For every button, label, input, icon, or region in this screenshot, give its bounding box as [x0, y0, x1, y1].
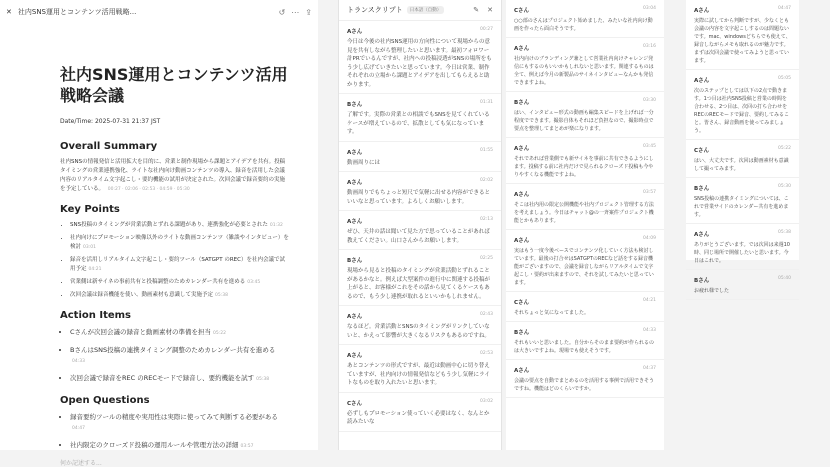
message-text: はい、インタビュー形式の動画も編集スピードを上げれば一分程度でできます。撮影自体もそれほど負担なので、撮影時点で要点を整理してまとめが楽になります。 [514, 110, 654, 132]
transcript-panel [338, 0, 502, 450]
speaker-name: Bさん [347, 102, 363, 108]
list-item: • SNS投稿のタイミングが営業活動とずれる課題があり、連携強化が必要とされた 01:32 [70, 221, 290, 230]
speaker-name: Aさん [514, 368, 530, 374]
transcript-message [686, 70, 799, 140]
transcript-message [686, 224, 799, 270]
message-text: 了解です。実際の営業との相談でもSNSを見てくれているケースが増えているので、拡散としても気になっています。 [347, 112, 490, 135]
speaker-name: Bさん [694, 278, 710, 284]
date-time: Date/Time: 2025-07-31 21:37 JST [60, 118, 161, 125]
transcript-message [686, 178, 799, 224]
message-timestamp[interactable]: 04:21 [643, 298, 656, 303]
list-item: • 次回会議は録音機能を使い、動画素材も意識して実施予定 05:38 [70, 291, 290, 300]
share-icon[interactable]: ⇪ [305, 7, 312, 17]
list-item: • Cさんが次回会議の録音と動画素材の準備を担当 05:22 [70, 327, 290, 339]
transcript-message [339, 21, 501, 94]
message-text: お疲れ様でした [694, 288, 730, 294]
message-text: それちょっと気になってました。 [514, 310, 590, 316]
message-timestamp[interactable]: 05:22 [778, 146, 791, 151]
message-timestamp[interactable]: 03:16 [643, 44, 656, 49]
message-text: そこは社内用の限定公開機能や社内プロジェクト管理する方法を考えましょう。今日はチャット@の一斉案件プロジェクト機能とかもあります。 [514, 202, 654, 224]
speaker-name: Cさん [514, 300, 530, 306]
message-text: 社内向けのブランディング兼として営業社内向けチャレンジ発信にもするのもいいかもしれないと思います。関連するものは全て、例えば今月の新製品のサイネインタビューなんかも発信できますよね。 [514, 56, 654, 86]
list-item: • 録音要約ツールの精度や実用性は実際に使ってみて判断する必要がある04:47 [70, 412, 290, 434]
message-timestamp[interactable]: 03:45 [643, 144, 656, 149]
list-item: • 次回会議で録音をREC のRECモードで録音し、要約機能を試す 05:38 [70, 373, 290, 385]
message-text: ぜひ、天井の話は聞いて見た方で思っていることがあれば教えてください。山口さんからお願いします。 [347, 229, 490, 244]
transcript-list [339, 21, 501, 432]
transcript-message [506, 38, 664, 92]
message-text: SNS投稿の連携タイミングについては、これで営業サイドのカレンダー共有を進めます。 [694, 196, 789, 218]
message-text: 会議の要点を自動でまとめるのを活用する事例で活用できそうですね。機能はどのくらいですか。 [514, 378, 655, 392]
list-item: • 社内向けにプロモーション映像以外のライトな動画コンテンツ（雑談やインタビュー）を検討 03:01 [70, 234, 290, 252]
action-items-list [60, 327, 290, 385]
timestamp-link[interactable]: 03:45 [247, 280, 261, 285]
message-timestamp[interactable]: 02:43 [480, 312, 493, 317]
list-item: • BさんはSNS投稿の連携タイミング調整のためカレンダー共有を進める04:33 [70, 345, 290, 367]
transcript-message [339, 172, 501, 211]
message-timestamp[interactable]: 05:30 [778, 184, 791, 189]
transcript-message [506, 292, 664, 322]
timestamp-link[interactable]: 05:38 [256, 377, 270, 382]
speaker-name: Aさん [347, 180, 363, 186]
message-text: 実際に試してから判断ですが、少なくとも会議の内容を文字起こしするのは問題ないです。mac、windowsどちらでも使えて、録音しながらメモも取れるのが魅力です。まずは次回会議で使ってみようと思っています。 [694, 18, 791, 64]
action-items-heading: Action Items [60, 310, 132, 321]
list-item: • 営業側は新サイネの事前共有と投稿調整のためカレンダー共有を進める 03:45 [70, 278, 290, 287]
transcript-message [339, 142, 501, 173]
message-text: それもいいと思いました。自分からそのまま要約が作られるのは大きいですよね。現場でも使えそうです。 [514, 340, 655, 354]
transcript-message [339, 306, 501, 345]
speaker-name: Aさん [694, 8, 710, 14]
document-titlebar [0, 0, 318, 24]
transcript-message [506, 92, 664, 138]
speaker-name: Aさん [514, 146, 530, 152]
transcript-message [506, 360, 664, 398]
speaker-name: Aさん [347, 219, 363, 225]
undo-icon[interactable]: ↺ [278, 7, 286, 17]
message-text: 動画周りには [347, 159, 381, 166]
message-timestamp[interactable]: 00:27 [480, 27, 493, 32]
message-text: 次のステップとしては以下の2点で動きます。1つ目は社内SNS投稿と営業の時間を合わせる、2つ目は、次回の打ち合わせをRECのRECモードで録音、要約してみること。皆さん、録音動画を使ってみましょう。 [694, 88, 790, 134]
message-timestamp[interactable]: 02:53 [480, 351, 493, 356]
open-questions-heading: Open Questions [60, 395, 150, 406]
speaker-name: Aさん [514, 192, 530, 198]
speaker-name: Aさん [694, 78, 710, 84]
speaker-name: Bさん [514, 330, 530, 336]
timestamp-link[interactable]: 04:21 [88, 267, 102, 272]
transcript-list [506, 0, 664, 398]
summary-heading: Overall Summary [60, 141, 158, 152]
transcript-message [339, 345, 501, 393]
transcript-title: トランスクリプト [347, 6, 403, 14]
transcript-continuation [686, 0, 799, 294]
message-timestamp[interactable]: 03:30 [643, 98, 656, 103]
speaker-name: Aさん [514, 238, 530, 244]
speaker-name: Aさん [347, 149, 363, 156]
transcript-message [506, 184, 664, 230]
speaker-name: Cさん [347, 400, 363, 407]
speaker-name: Bさん [514, 100, 530, 106]
transcript-message [686, 0, 799, 70]
speaker-name: Aさん [694, 232, 710, 238]
message-text: なるほど。営業活動とSNSのタイミングがリンクしていないと、かえって影響が大きくなるリスクもあるのですね。 [347, 324, 490, 339]
transcript-message [506, 230, 664, 292]
message-timestamp[interactable]: 04:47 [778, 6, 791, 11]
message-timestamp[interactable]: 03:57 [643, 190, 656, 195]
message-timestamp[interactable]: 02:13 [480, 217, 493, 222]
message-timestamp[interactable]: 04:37 [643, 366, 656, 371]
message-timestamp[interactable]: 03:02 [480, 398, 493, 404]
key-points-heading: Key Points [60, 204, 120, 215]
speaker-name: Cさん [694, 148, 710, 154]
speaker-name: Bさん [347, 258, 363, 264]
speaker-name: Aさん [347, 314, 363, 320]
transcript-message [506, 322, 664, 360]
timestamp-link[interactable]: 05:22 [213, 331, 227, 336]
transcript-message [339, 94, 501, 142]
timestamp-link[interactable]: 00:27 · 02:06 · 02:53 · 04:59 · 05:30 [107, 187, 190, 192]
message-timestamp[interactable]: 05:05 [778, 76, 791, 81]
close-icon[interactable]: ✕ [487, 6, 493, 14]
transcript-header [339, 0, 501, 21]
timestamp-link[interactable]: 03:57 [240, 444, 254, 449]
language-badge[interactable]: 日本語（自動） [407, 6, 445, 14]
note-input[interactable]: 何か記述する... [60, 460, 102, 467]
speaker-name: Bさん [694, 186, 710, 192]
transcript-message [686, 140, 799, 178]
message-timestamp[interactable]: 04:33 [643, 328, 656, 333]
message-text: 動画周りでもちょっと短尺で気軽に出せる内容ができるといいなと思っています。よろしくお願いします。 [347, 190, 491, 205]
message-timestamp[interactable]: 05:38 [778, 230, 791, 235]
close-icon[interactable]: ✕ [6, 8, 12, 16]
message-text: それであれば営業側でも新サイネを事前に共有できるようにします。投稿する前に社内だけで見られるクローズド投稿も今やりやすくなる機能ですよね。 [514, 156, 654, 178]
notes-document-panel [0, 0, 318, 467]
message-text: はい、大丈夫です。次回は動画素材も意識して撮ってみます。 [694, 158, 789, 172]
speaker-name: Cさん [514, 8, 530, 14]
timestamp-link[interactable]: 04:47 [72, 426, 85, 431]
message-timestamp[interactable]: 04:09 [643, 236, 656, 241]
message-timestamp[interactable]: 01:31 [480, 100, 493, 105]
window-title: 社内SNS運用とコンテンツ活用戦略... [17, 8, 137, 16]
message-text: 現場から見ると投稿のタイミングが営業活動とずれることがあるかなと。例えば大型案件の進行中に関連する投稿が上がると、お客様がこれをその話から見てくるケースもあるので、もう少し連携が取れるといいかもしれません。 [347, 268, 491, 300]
transcript-message [686, 270, 799, 300]
summary-text [60, 158, 290, 194]
transcript-message [339, 250, 501, 306]
message-timestamp[interactable]: 01:55 [480, 147, 493, 153]
list-item: • 社内限定のクローズド投稿の運用ルールや管理方法の詳細 03:57 [70, 440, 290, 452]
message-text: ありがとうございます。では次回は来週10時、同じ場所で開催したいと思います。今日はこれで。 [694, 242, 790, 264]
message-text: ○○部のさんはプロジェクト始めました、みたいな社内向け動画を作ったら面白そうです。 [514, 18, 653, 32]
document-title: 社内SNS運用とコンテンツ活用戦略会議 [60, 65, 288, 105]
summary-body: 社内SNSの情報発信と活用拡大を目的に、営業と制作現場から課題とアイデアを共有。投稿タイミングの営業連携強化、ライトな社内向け動画コンテンツの導入、録音を活用した会議内容のリアルタイム文字起こし・要約機能の試用が決定された。次回会議で録音要約の実施を予定している。 [60, 159, 286, 192]
timestamp-link[interactable]: 03:01 [83, 245, 96, 250]
transcript-list [686, 0, 799, 300]
transcript-message [339, 393, 501, 432]
timestamp-link[interactable]: 01:32 [269, 223, 283, 228]
transcript-message [506, 138, 664, 184]
timestamp-link[interactable]: 05:38 [215, 293, 228, 298]
message-timestamp[interactable]: 05:40 [778, 276, 791, 281]
message-text: 必ずしもプロモーション使っていく必要はなく、なんとか読みたいな [347, 410, 490, 425]
message-text: 今日は今後の社内SNS運用の方向性について現場からの意見を共有しながら整理したいと思います。最初フォロワー計PRでいるんですが、社内への投稿浸透がSNSの場所をもう少し広げていきたいと思っています。今日は営業、制作それぞれの立場から課題とアイデアを出してもらえると助かります。 [347, 39, 492, 88]
message-timestamp[interactable]: 02:02 [480, 178, 493, 183]
speaker-name: Aさん [347, 29, 363, 35]
speaker-name: Aさん [347, 353, 363, 359]
transcript-continuation [506, 0, 664, 450]
list-item: • 録音を活用しリアルタイム文字起こし・要約ツール（SATGPT のREC）を社内会議で試用予定 04:21 [70, 256, 290, 274]
open-questions-list [60, 412, 290, 452]
message-text: 実はもう一度今後ベースでコンテンツ化していく方法も検討しています。最後の打合せはSATGPTのRECなど話をする録音機能がございますので、会議を録音しながらリアルタイムで文字起こし・要約が出来ますので、それを試してみたいと思っています。 [514, 248, 654, 286]
speaker-name: Aさん [514, 46, 530, 52]
more-icon[interactable]: ⋯ [291, 7, 300, 17]
transcript-message [506, 0, 664, 38]
edit-icon[interactable]: ✎ [473, 6, 480, 14]
message-timestamp[interactable]: 03:04 [643, 6, 656, 11]
key-points-list [60, 221, 290, 300]
transcript-message [339, 211, 501, 250]
timestamp-link[interactable]: 04:33 [72, 359, 85, 364]
message-timestamp[interactable]: 02:25 [480, 256, 493, 261]
message-text: あとコンテンツの形式ですが、最近は動画中心に切り替えていますが、社内向けの情報発信などもう少し気軽にライトなものを取り入れたいと思います。 [347, 363, 490, 386]
